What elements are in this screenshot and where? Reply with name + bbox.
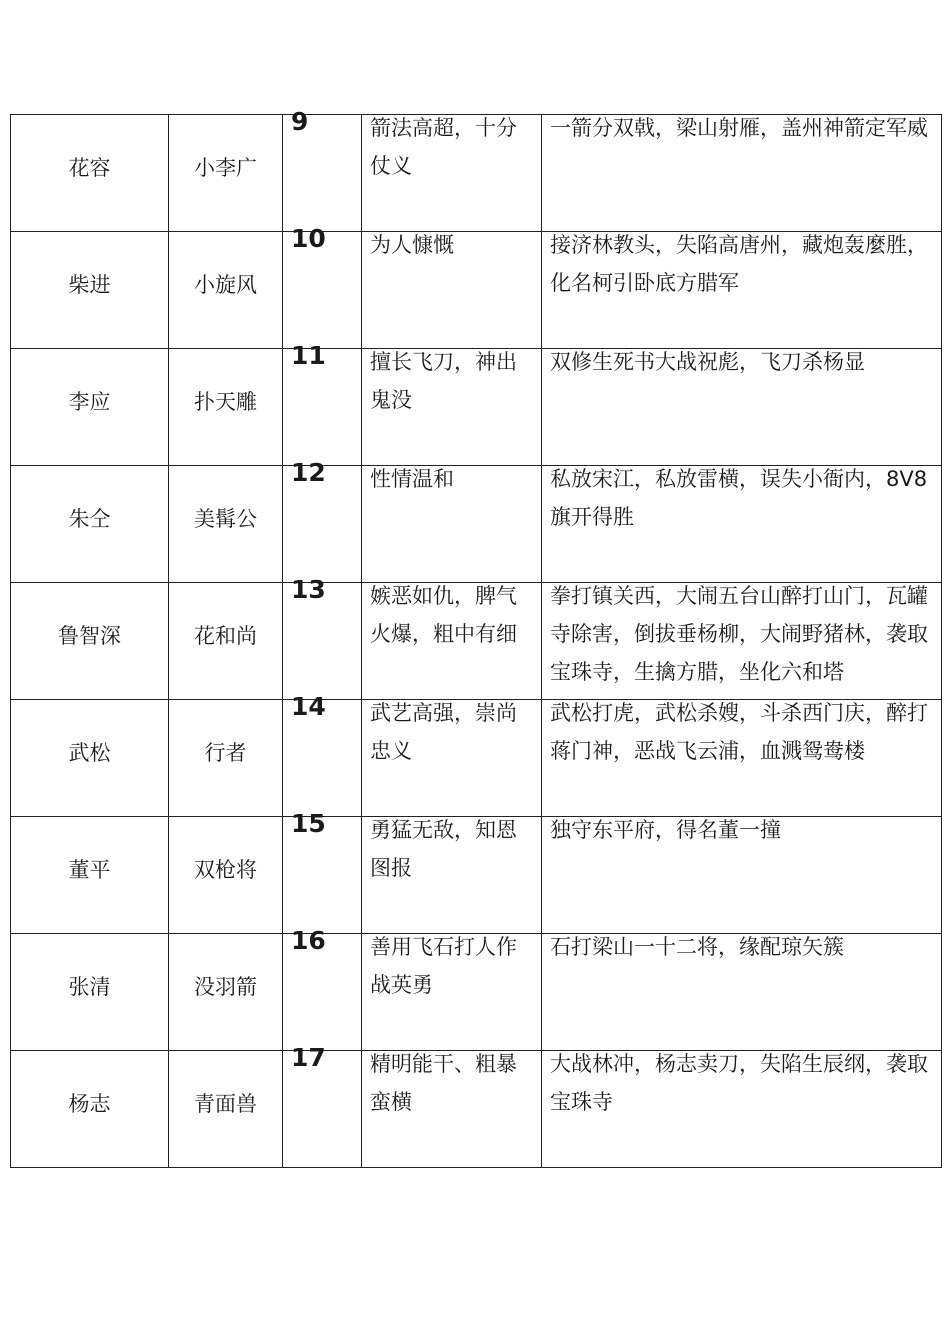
trait-cell bbox=[362, 466, 542, 583]
trait-cell bbox=[362, 232, 542, 349]
rank-cell bbox=[283, 1043, 362, 1168]
deeds-text: 拳打镇关西，大闹五台山醉打山门，瓦罐寺除害，倒拔垂杨柳，大闹野猪林，袭取宝珠寺，生擒方腊，坐化六和塔 bbox=[550, 584, 928, 684]
nickname-text: 行者 bbox=[204, 741, 247, 765]
table-row bbox=[11, 349, 942, 466]
trait-text: 擅长飞刀，神出鬼没 bbox=[370, 350, 517, 412]
deeds-text: 独守东平府，得名董一撞 bbox=[550, 818, 781, 842]
deeds-text: 双修生死书大战祝彪，飞刀杀杨显 bbox=[550, 350, 865, 374]
table-row bbox=[11, 232, 942, 349]
name-text: 花容 bbox=[68, 156, 111, 180]
deeds-cell bbox=[542, 583, 942, 700]
rank-text: 12 bbox=[291, 458, 326, 487]
name-cell bbox=[11, 700, 169, 817]
rank-text: 10 bbox=[291, 224, 326, 253]
deeds-cell bbox=[542, 817, 942, 934]
nickname-text: 小李广 bbox=[194, 156, 257, 180]
deeds-text: 石打梁山一十二将，缘配琼矢簇 bbox=[550, 935, 844, 959]
name-cell bbox=[11, 232, 169, 349]
table-row bbox=[11, 115, 942, 232]
deeds-text: 接济林教头，失陷高唐州，藏炮轰麼胜，化名柯引卧底方腊军 bbox=[550, 233, 928, 295]
table-row bbox=[11, 466, 942, 583]
trait-text: 精明能干、粗暴蛮横 bbox=[370, 1052, 517, 1114]
nickname-cell bbox=[169, 583, 283, 700]
nickname-cell bbox=[169, 466, 283, 583]
name-text: 董平 bbox=[68, 858, 111, 882]
name-text: 柴进 bbox=[68, 273, 111, 297]
name-text: 杨志 bbox=[68, 1092, 111, 1116]
nickname-text: 没羽箭 bbox=[194, 975, 257, 999]
trait-text: 武艺高强，崇尚忠义 bbox=[370, 701, 517, 763]
table-row bbox=[11, 1051, 942, 1168]
nickname-text: 花和尚 bbox=[194, 624, 257, 648]
nickname-cell bbox=[169, 115, 283, 232]
name-text: 李应 bbox=[68, 390, 111, 414]
rank-text: 9 bbox=[291, 107, 309, 136]
rank-cell bbox=[283, 809, 362, 934]
deeds-text: 大战林冲，杨志卖刀，失陷生辰纲，袭取宝珠寺 bbox=[550, 1052, 928, 1114]
trait-cell bbox=[362, 817, 542, 934]
trait-cell bbox=[362, 1051, 542, 1168]
rank-text: 15 bbox=[291, 809, 326, 838]
rank-cell bbox=[283, 107, 362, 232]
nickname-cell bbox=[169, 817, 283, 934]
name-cell bbox=[11, 1051, 169, 1168]
deeds-cell bbox=[542, 232, 942, 349]
deeds-cell bbox=[542, 1051, 942, 1168]
deeds-text: 私放宋江，私放雷横，误失小衙内，8V8 旗开得胜 bbox=[550, 467, 928, 529]
rank-cell bbox=[283, 575, 362, 700]
name-cell bbox=[11, 934, 169, 1051]
trait-text: 为人慷慨 bbox=[370, 233, 454, 257]
trait-cell bbox=[362, 583, 542, 700]
trait-text: 善用飞石打人作战英勇 bbox=[370, 935, 517, 997]
trait-cell bbox=[362, 700, 542, 817]
nickname-cell bbox=[169, 232, 283, 349]
rank-cell bbox=[283, 341, 362, 466]
trait-text: 嫉恶如仇，脾气火爆，粗中有细 bbox=[370, 584, 517, 646]
nickname-cell bbox=[169, 934, 283, 1051]
rank-text: 14 bbox=[291, 692, 326, 721]
nickname-text: 扑天雕 bbox=[194, 390, 257, 414]
name-cell bbox=[11, 466, 169, 583]
deeds-text: 一箭分双戟，梁山射雁，盖州神箭定军威 bbox=[550, 116, 928, 140]
trait-cell bbox=[362, 349, 542, 466]
name-cell bbox=[11, 583, 169, 700]
deeds-text: 武松打虎，武松杀嫂，斗杀西门庆，醉打蒋门神，恶战飞云浦，血溅鸳鸯楼 bbox=[550, 701, 928, 763]
rank-cell bbox=[283, 458, 362, 583]
nickname-text: 小旋风 bbox=[194, 273, 257, 297]
nickname-cell bbox=[169, 700, 283, 817]
rank-text: 13 bbox=[291, 575, 326, 604]
table-row bbox=[11, 817, 942, 934]
table-row bbox=[11, 583, 942, 700]
character-table bbox=[10, 107, 942, 1168]
rank-cell bbox=[283, 224, 362, 349]
name-text: 朱仝 bbox=[68, 507, 111, 531]
nickname-text: 美髯公 bbox=[194, 507, 257, 531]
name-cell bbox=[11, 115, 169, 232]
rank-cell bbox=[283, 926, 362, 1051]
table-row bbox=[11, 934, 942, 1051]
deeds-cell bbox=[542, 349, 942, 466]
trait-text: 箭法高超，十分仗义 bbox=[370, 116, 517, 178]
nickname-cell bbox=[169, 1051, 283, 1168]
rank-text: 11 bbox=[291, 341, 326, 370]
name-cell bbox=[11, 817, 169, 934]
trait-text: 勇猛无敌，知恩图报 bbox=[370, 818, 517, 880]
deeds-cell bbox=[542, 466, 942, 583]
rank-cell bbox=[283, 692, 362, 817]
name-text: 张清 bbox=[68, 975, 111, 999]
trait-cell bbox=[362, 115, 542, 232]
deeds-cell bbox=[542, 115, 942, 232]
rank-text: 16 bbox=[291, 926, 326, 955]
rank-text: 17 bbox=[291, 1043, 326, 1072]
table-row bbox=[11, 700, 942, 817]
name-text: 武松 bbox=[68, 741, 111, 765]
deeds-cell bbox=[542, 934, 942, 1051]
nickname-cell bbox=[169, 349, 283, 466]
name-cell bbox=[11, 349, 169, 466]
trait-text: 性情温和 bbox=[370, 467, 454, 491]
nickname-text: 青面兽 bbox=[194, 1092, 257, 1116]
name-text: 鲁智深 bbox=[58, 624, 121, 648]
deeds-cell bbox=[542, 700, 942, 817]
nickname-text: 双枪将 bbox=[194, 858, 257, 882]
trait-cell bbox=[362, 934, 542, 1051]
